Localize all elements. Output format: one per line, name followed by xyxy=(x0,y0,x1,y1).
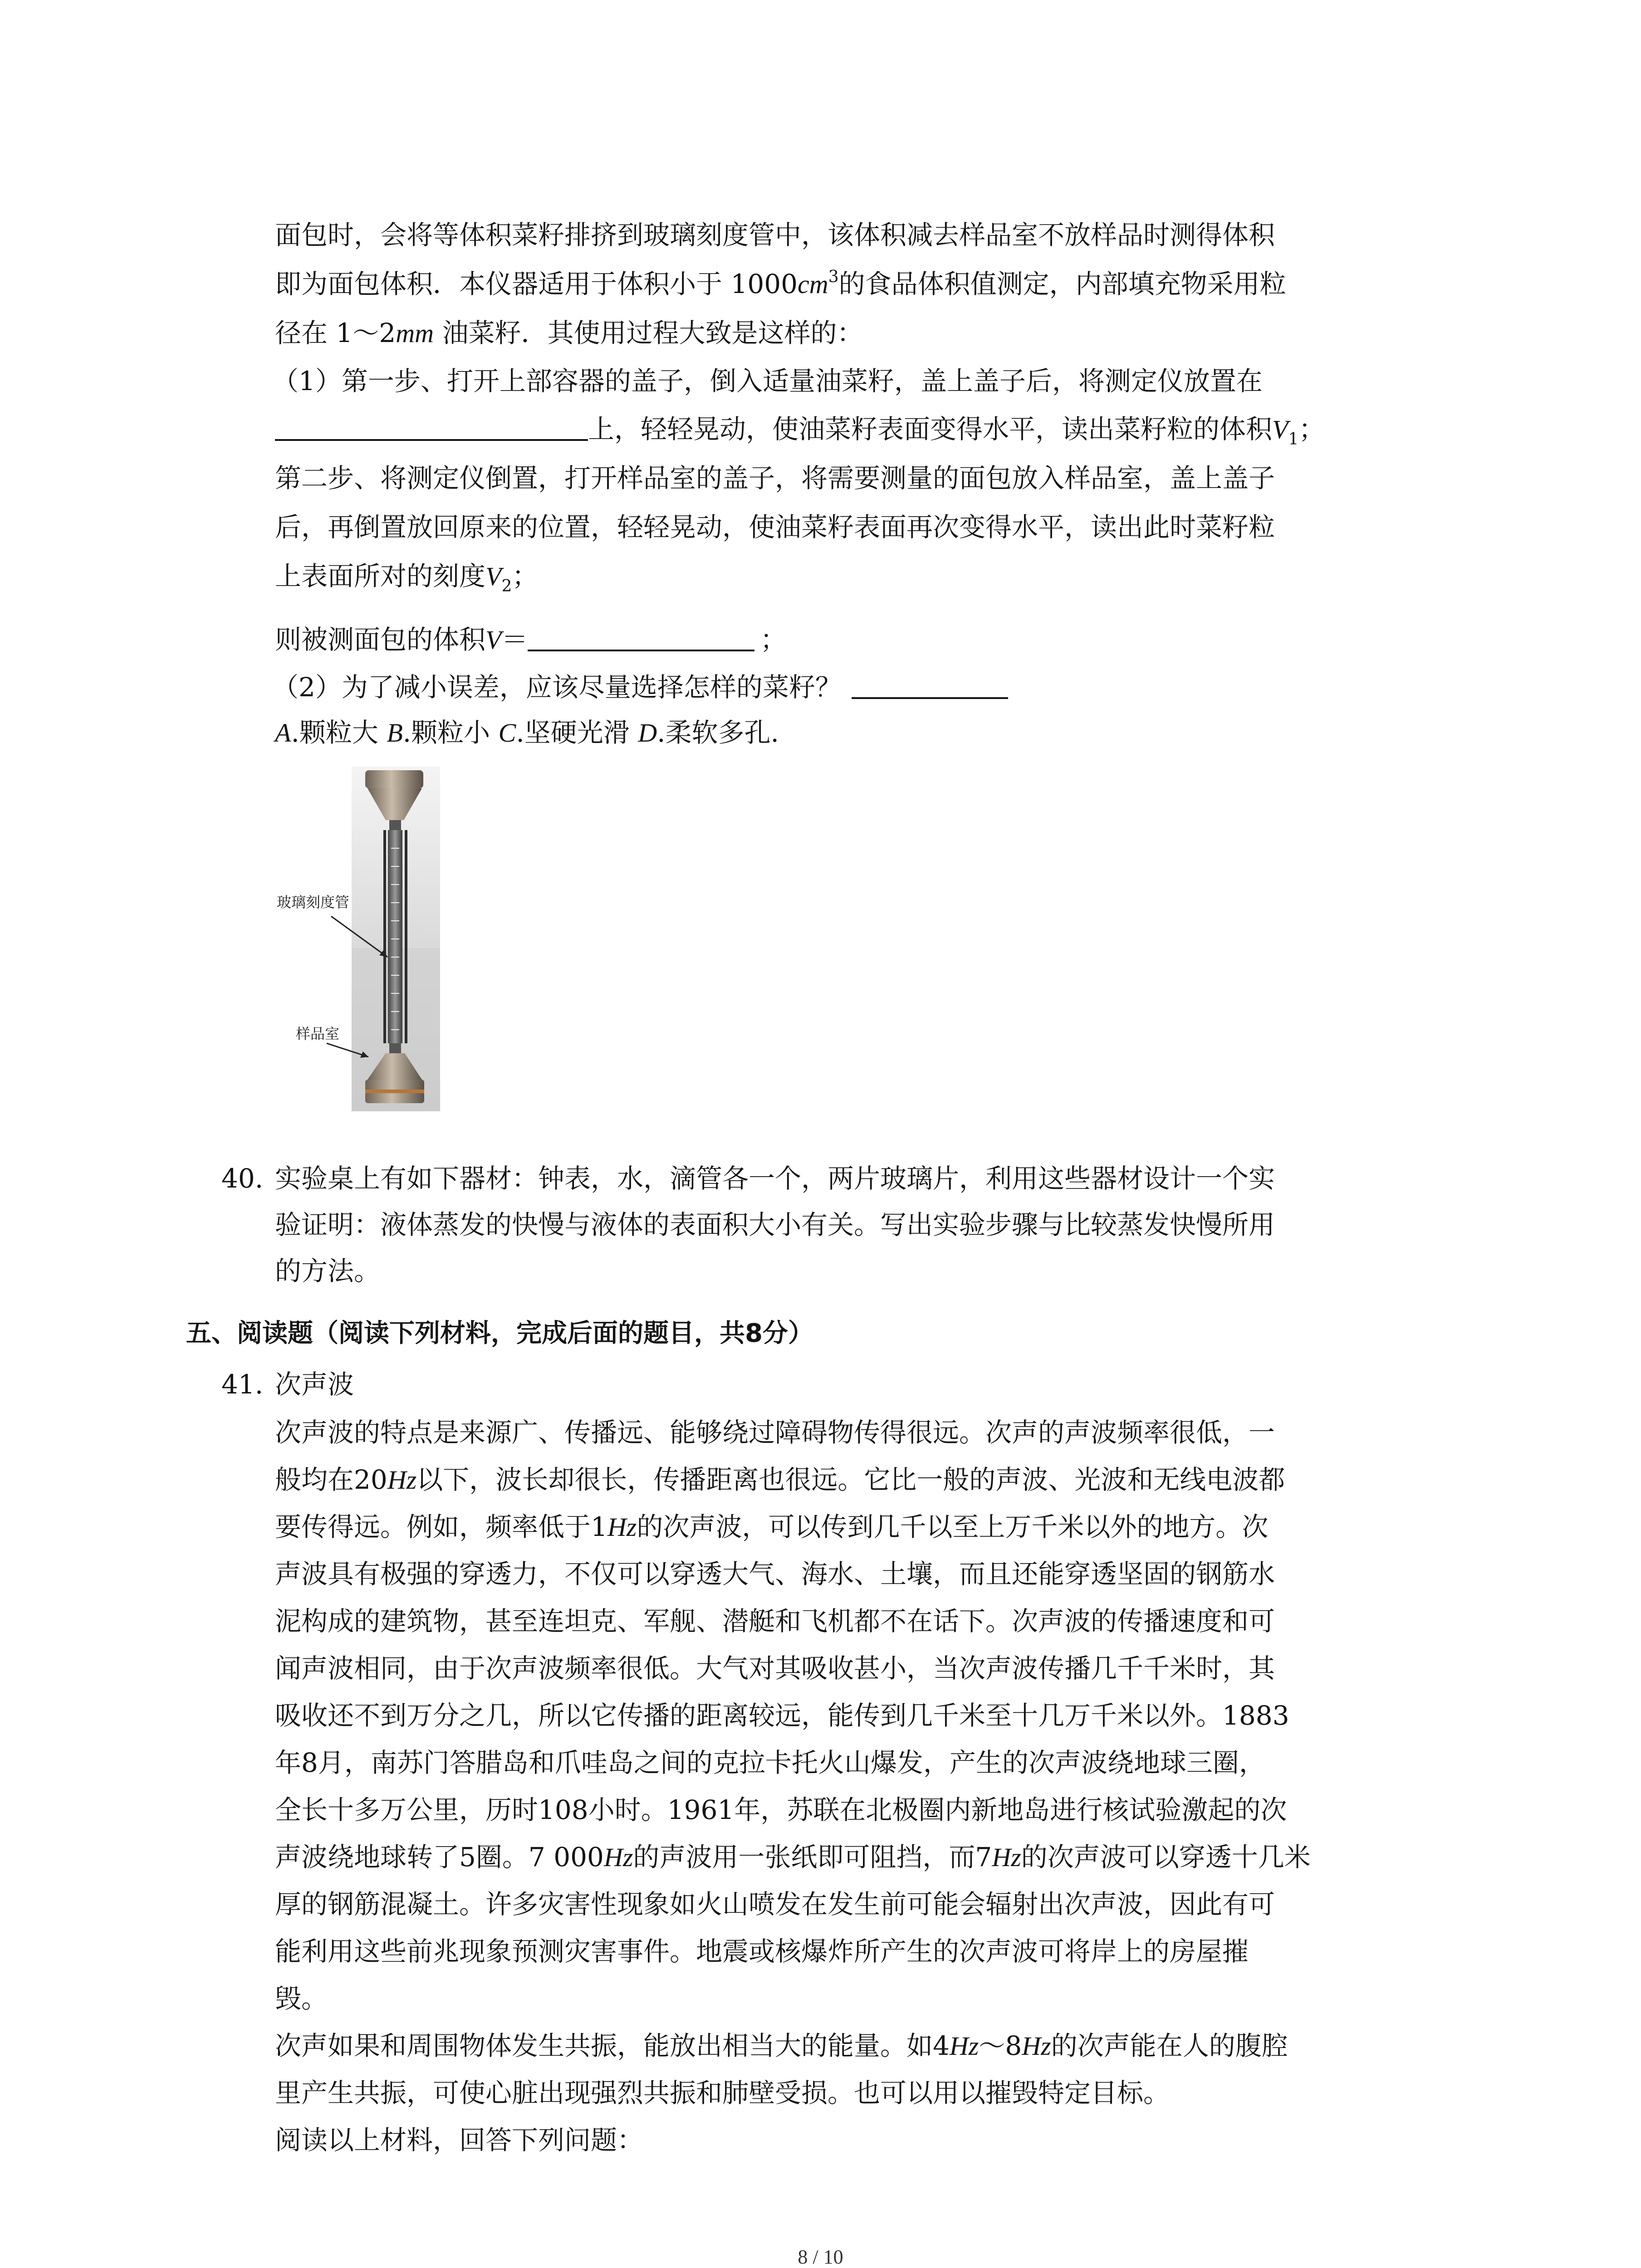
page-number: 8 / 10 xyxy=(798,2246,843,2268)
options-line xyxy=(275,714,779,751)
passage-text: 厚的钢筋混凝土。许多灾害性现象如火山喷发在发生前可能会辐射出次声波，因此有可 xyxy=(275,1889,1275,1920)
passage-text: 年8月，南苏门答腊岛和爪哇岛之间的克拉卡托火山爆发，产生的次声波绕地球三圈， xyxy=(275,1747,1265,1778)
volume-line xyxy=(275,621,786,658)
step1-end: ； xyxy=(1298,414,1325,445)
answer-blank-q2[interactable] xyxy=(852,671,1008,699)
step2-line-3 xyxy=(275,558,538,595)
q2-text: （2）为了减小误差，应该尽量选择怎样的菜籽？ xyxy=(272,672,842,703)
step1-text-2: 上，轻轻晃动，使油菜籽表面变得水平，读出菜籽粒的体积 xyxy=(588,414,1273,445)
q40-text-2: 验证明：液体蒸发的快慢与液体的表面积大小有关。写出实验步骤与比较蒸发快慢所用 xyxy=(275,1209,1275,1240)
intro-text-3b: 油菜籽．其使用过程大致是这样的： xyxy=(434,318,863,348)
passage-text: 的次声波，可以传到几千以至上万千米以外的地方。次 xyxy=(637,1511,1269,1542)
unit-mm: mm xyxy=(396,318,434,348)
q40-line-3 xyxy=(275,1253,380,1289)
section5-heading-text: 五、阅读题（阅读下列材料，完成后面的题目，共8分） xyxy=(186,1319,813,1348)
passage-text: 声波具有极强的穿透力，不仅可以穿透大气、海水、土壤，而且还能穿透坚固的钢筋水 xyxy=(275,1559,1275,1589)
passage-line-10 xyxy=(275,1839,1311,1876)
intro-line-2 xyxy=(275,266,1286,303)
passage-text: 泥构成的建筑物，甚至连坦克、军舰、潜艇和飞机都不在话下。次声波的传播速度和可 xyxy=(275,1606,1275,1637)
unit-cm: cm xyxy=(798,269,828,299)
intro-text-3a: 径在 1～2 xyxy=(275,318,396,348)
option-b-letter: B xyxy=(387,718,403,748)
unit-exponent: 3 xyxy=(828,268,839,286)
passage-text: 以下，波长却很长，传播距离也很远。它比一般的声波、光波和无线电波都 xyxy=(416,1464,1285,1495)
intro-text-2b: 的食品体积值测定，内部填充物采用粒 xyxy=(838,269,1286,299)
option-c-letter: C xyxy=(498,718,516,748)
option-b-text: .颗粒小 xyxy=(402,717,499,748)
volume-end: ； xyxy=(760,624,787,655)
q41-title: 次声波 xyxy=(275,1369,354,1400)
sub-1: 1 xyxy=(1288,430,1299,449)
step1-text: （1）第一步、打开上部容器的盖子，倒入适量油菜籽，盖上盖子后，将测定仪放置在 xyxy=(272,366,1263,396)
unit-hz: Hz xyxy=(387,1465,417,1495)
passage-text: 要传得远。例如，频率低于1 xyxy=(275,1511,607,1542)
step2-text-3: 上表面所对的刻度 xyxy=(275,561,486,591)
step2-text-2: 后，再倒置放回原来的位置，轻轻晃动，使油菜籽表面再次变得水平，读出此时菜籽粒 xyxy=(275,512,1275,543)
volume-text: 则被测面包的体积 xyxy=(275,624,486,655)
option-c-text: .坚硬光滑 xyxy=(516,717,638,748)
passage-p2-line-2 xyxy=(275,2075,1170,2111)
passage-line-5 xyxy=(275,1603,1275,1639)
unit-hz: Hz xyxy=(949,2031,979,2061)
section5-heading xyxy=(186,1315,813,1352)
answer-blank-placement[interactable] xyxy=(275,413,588,441)
q2-line xyxy=(272,669,1008,705)
intro-line-3 xyxy=(275,315,863,352)
passage-text: 闻声波相同，由于次声波频率很低。大气对其吸收甚小，当次声波传播几千千米时，其 xyxy=(275,1653,1275,1684)
option-a-letter: A xyxy=(275,718,291,748)
option-a-text: .颗粒大 xyxy=(291,717,387,748)
passage-line-2 xyxy=(275,1461,1285,1498)
unit-hz: Hz xyxy=(1022,2031,1051,2061)
passage-text: 的次声波可以穿透十几米 xyxy=(1021,1842,1311,1872)
option-d-text: .柔软多孔. xyxy=(657,717,779,748)
sub-2: 2 xyxy=(501,577,512,596)
answer-blank-volume[interactable] xyxy=(528,623,754,651)
passage-text: 全长十多万公里，历时108小时。1961年，苏联在北极圈内新地岛进行核试验激起的次 xyxy=(275,1794,1287,1825)
passage-line-3 xyxy=(275,1509,1268,1545)
passage-line-12 xyxy=(275,1933,1249,1970)
passage-line-4 xyxy=(275,1556,1275,1592)
step1-line-1 xyxy=(272,363,1263,399)
passage-line-7 xyxy=(275,1697,1289,1734)
step2-text-1: 第二步、将测定仪倒置，打开样品室的盖子，将需要测量的面包放入样品室，盖上盖子 xyxy=(275,463,1275,494)
passage-text: 吸收还不到万分之几，所以它传播的距离较远，能传到几千米至十几万千米以外。1883 xyxy=(275,1700,1289,1731)
passage-p3-line xyxy=(275,2122,643,2158)
passage-p2-line-1 xyxy=(275,2028,1288,2064)
passage-line-11 xyxy=(275,1886,1275,1922)
passage-line-9 xyxy=(275,1792,1287,1828)
apparatus-photo xyxy=(272,767,481,1120)
var-v2: V xyxy=(485,562,502,591)
option-d-letter: D xyxy=(638,718,657,748)
passage-text: 能利用这些前兆现象预测灾害事件。地震或核爆炸所产生的次声波可将岸上的房屋摧 xyxy=(275,1936,1249,1967)
q40-text-1: 实验桌上有如下器材：钟表，水，滴管各一个，两片玻璃片，利用这些器材设计一个实 xyxy=(275,1163,1275,1194)
top-container-lid xyxy=(365,770,423,788)
passage-text: 的声波用一张纸即可阻挡，而7 xyxy=(633,1842,992,1872)
passage-text: 的次声能在人的腹腔 xyxy=(1051,2030,1288,2061)
bread-volume-meter-figure xyxy=(272,767,481,1122)
label-glass-tube: 玻璃刻度管 xyxy=(277,894,350,911)
q41-number: 41. xyxy=(221,1369,264,1400)
intro-line-1 xyxy=(275,217,1275,253)
intro-text-2a: 即为面包体积．本仪器适用于体积小于 1000 xyxy=(275,269,798,299)
q40-line-1 xyxy=(221,1160,1275,1197)
step2-line-1 xyxy=(275,460,1275,496)
passage-text: 里产生共振，可使心脏出现强烈共振和肺壁受损。也可以用以摧毁特定目标。 xyxy=(275,2077,1170,2108)
equals-sign: ＝ xyxy=(501,624,528,655)
passage-text: 毁。 xyxy=(275,1983,328,2014)
unit-hz: Hz xyxy=(603,1843,633,1872)
passage-text: 声波绕地球转了5圈。7 000 xyxy=(275,1842,604,1872)
unit-hz: Hz xyxy=(992,1843,1021,1872)
unit-hz: Hz xyxy=(607,1512,637,1542)
passage-line-8 xyxy=(275,1745,1265,1781)
passage-line-6 xyxy=(275,1650,1275,1686)
passage-line-1 xyxy=(275,1414,1275,1451)
var-v: V xyxy=(485,625,502,655)
passage-text: 次声如果和周围物体发生共振，能放出相当大的能量。如4 xyxy=(275,2030,950,2061)
q40-number: 40. xyxy=(221,1163,264,1194)
q40-line-2 xyxy=(275,1207,1275,1243)
passage-line-13 xyxy=(275,1980,328,2017)
step2-line-2 xyxy=(275,509,1275,545)
var-v1: V xyxy=(1272,415,1288,444)
passage-text: 阅读以上材料，回答下列问题： xyxy=(275,2125,644,2156)
intro-text-1: 面包时，会将等体积菜籽排挤到玻璃刻度管中，该体积减去样品室不放样品时测得体积 xyxy=(275,220,1275,250)
label-sample-chamber: 样品室 xyxy=(296,1025,340,1042)
q40-text-3: 的方法。 xyxy=(275,1256,381,1286)
passage-text: 次声波的特点是来源广、传播远、能够绕过障碍物传得很远。次声的声波频率很低，一 xyxy=(275,1417,1275,1448)
step2-end: ； xyxy=(512,561,539,591)
q41-title-line xyxy=(221,1366,354,1403)
passage-text: 般均在20 xyxy=(275,1464,387,1495)
passage-text: ～8 xyxy=(979,2030,1022,2061)
step1-line-2 xyxy=(275,411,1325,448)
